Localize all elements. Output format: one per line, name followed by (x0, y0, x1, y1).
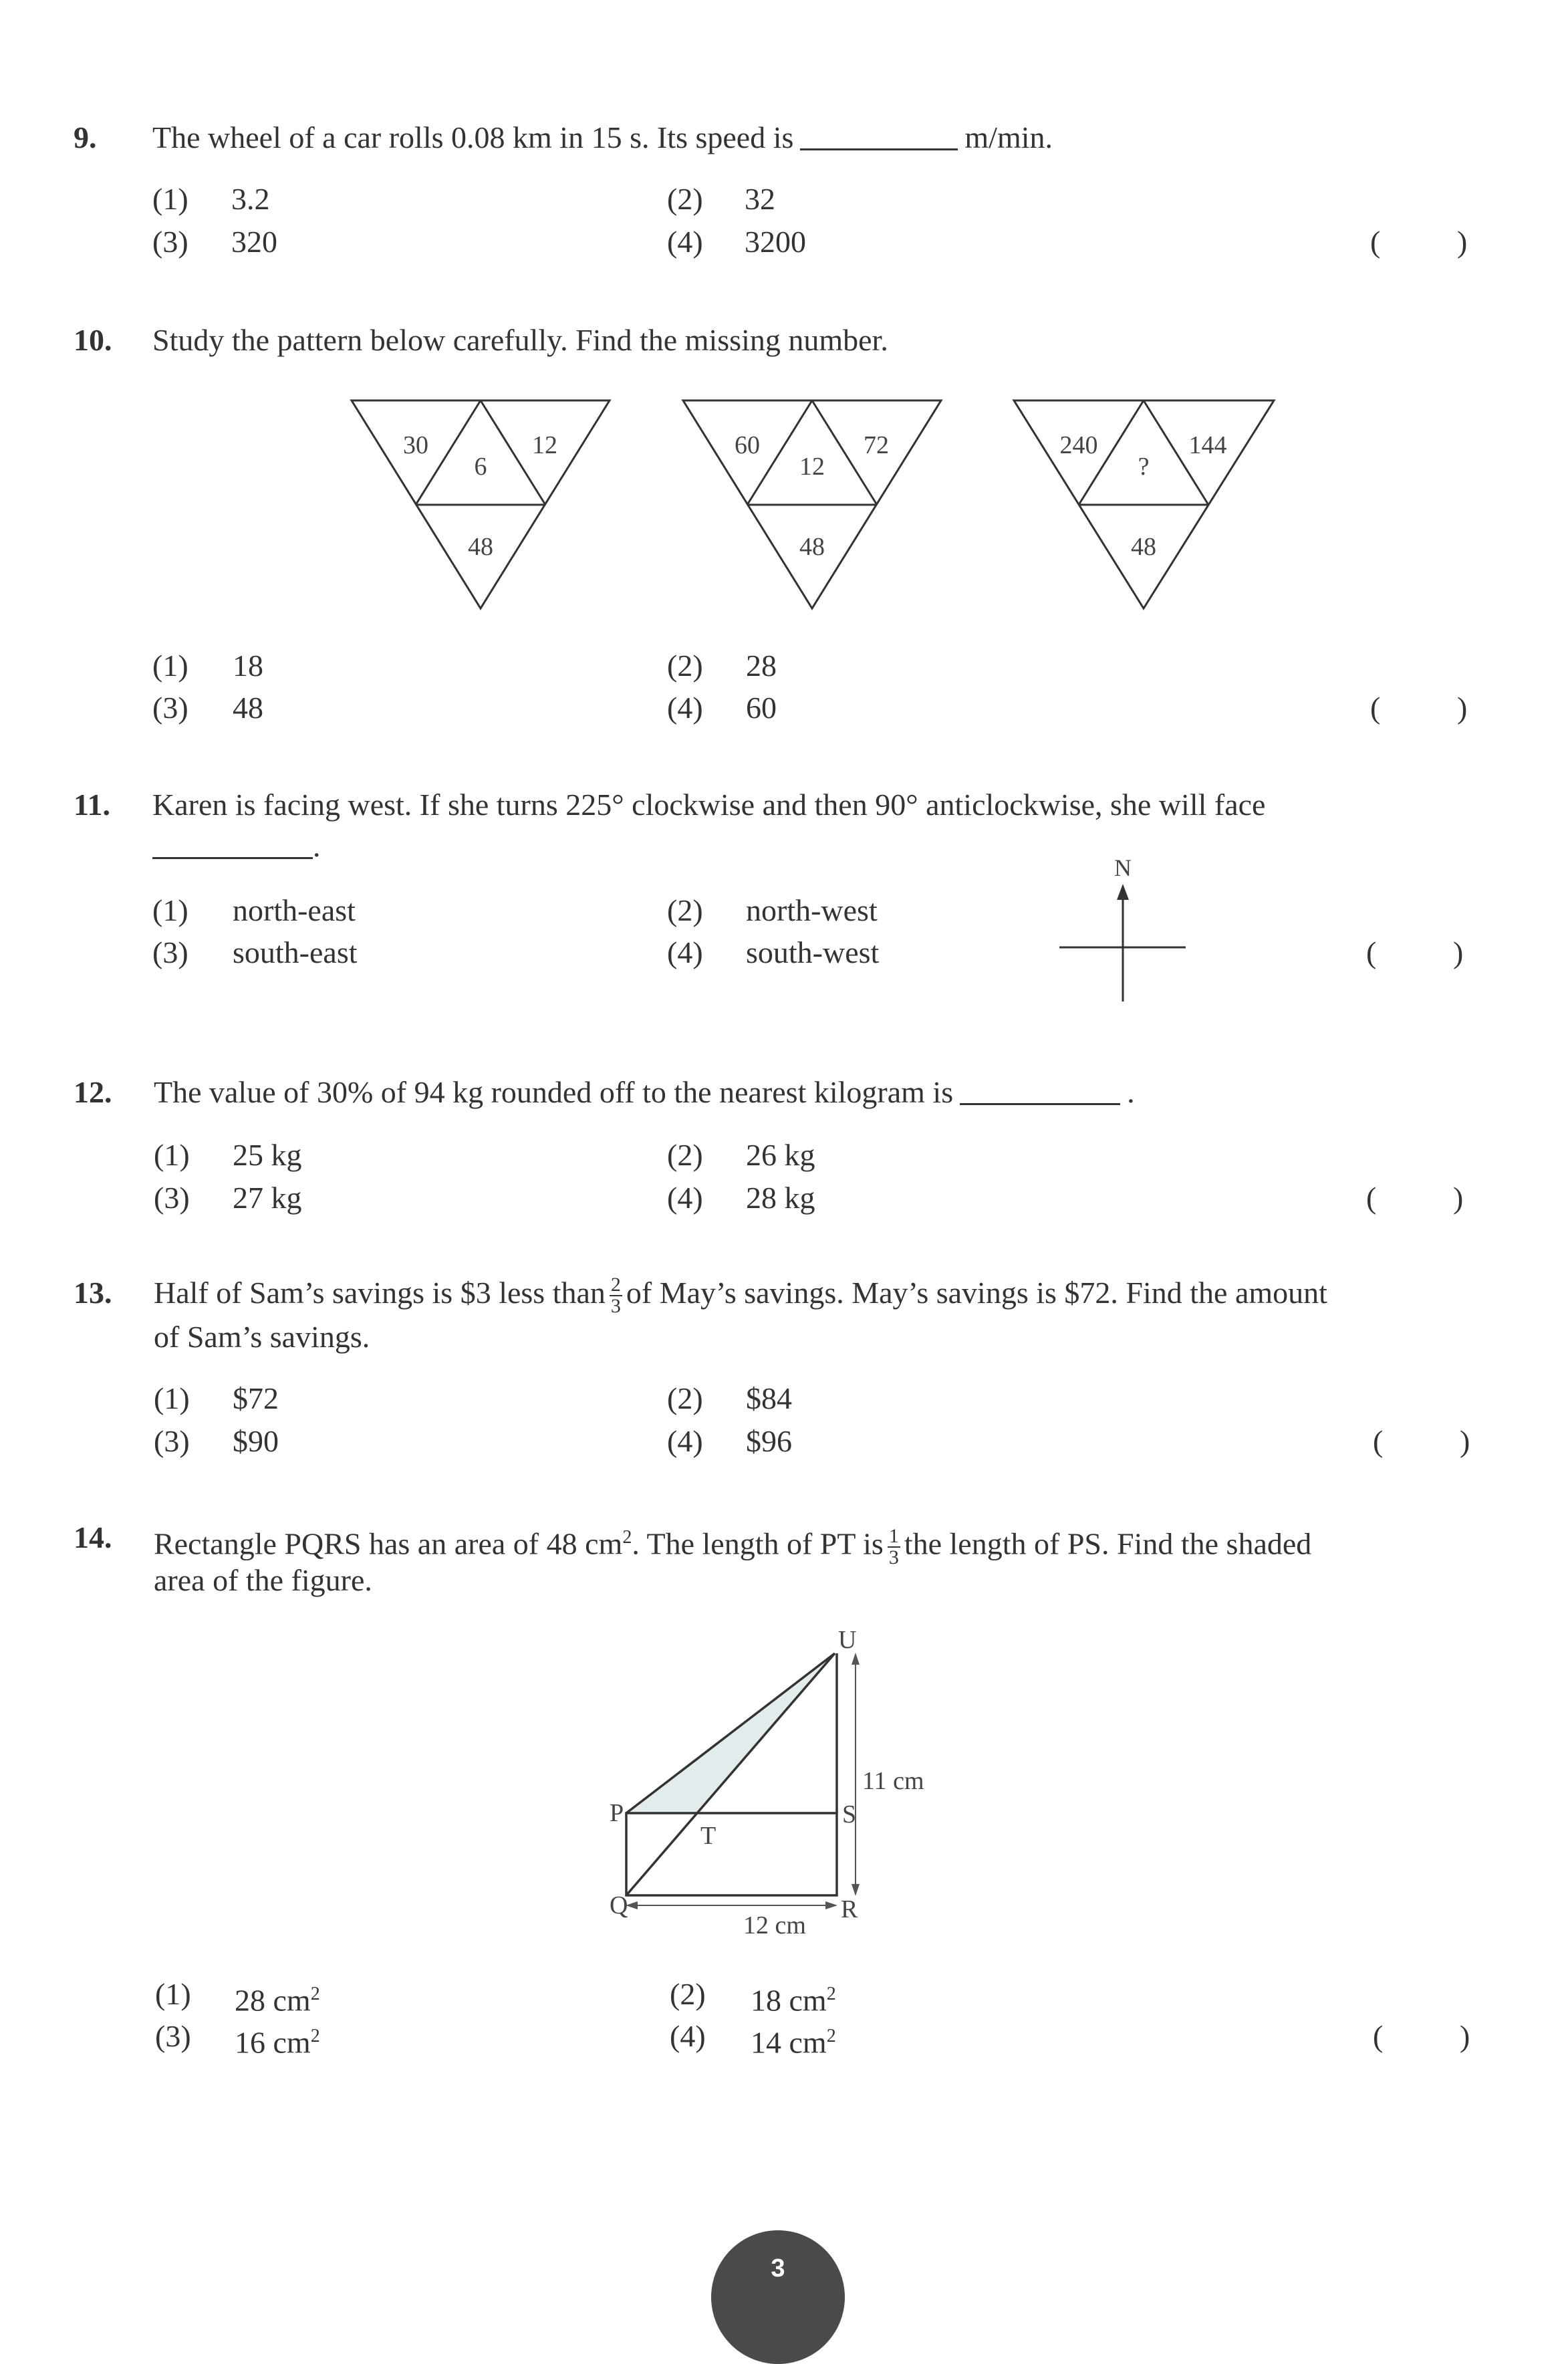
option-value: 3200 (745, 225, 806, 259)
question-number: 13. (74, 1276, 112, 1310)
option-value-text: 14 cm (751, 2025, 827, 2060)
option-label: (4) (670, 2019, 706, 2053)
triangle-1 (352, 400, 610, 608)
option-label: (3) (154, 1181, 190, 1215)
answer-bracket-close[interactable]: ) (1460, 1424, 1470, 1458)
tri2-left: 60 (735, 431, 760, 459)
option-value: 28 kg (746, 1181, 815, 1215)
option-value: north-east (233, 893, 356, 927)
option-label: (2) (667, 1381, 703, 1415)
tri2-center: 12 (799, 453, 825, 481)
question-number: 9. (74, 120, 97, 154)
rectangle-figure (626, 1653, 860, 1909)
option-label: (1) (152, 648, 188, 683)
answer-bracket-open[interactable]: ( (1373, 2019, 1384, 2053)
answer-bracket-close[interactable]: ) (1460, 2019, 1470, 2053)
fraction (888, 1526, 900, 1568)
compass-north-label: N (1114, 854, 1132, 881)
width-label: 12 cm (743, 1911, 806, 1939)
question-text-part: Half of Sam’s savings is $3 less than (154, 1276, 606, 1310)
option-value: south-east (233, 935, 358, 969)
option-label: (3) (152, 691, 188, 725)
fraction-numerator: 2 (610, 1274, 621, 1296)
option-value: north-west (746, 893, 878, 927)
question-text-line2: of Sam’s savings. (154, 1320, 370, 1354)
question-text-part: The value of 30% of 94 kg rounded off to the nearest kilogram is (154, 1075, 954, 1109)
question-text-line2: area of the figure. (154, 1563, 372, 1597)
question-text-part: the length of PS. Find the shaded (904, 1526, 1312, 1561)
triangle-2 (683, 400, 941, 608)
tri1-center: 6 (474, 453, 487, 481)
tri2-right: 72 (864, 431, 889, 459)
option-label: (4) (667, 691, 703, 725)
option-value: $84 (746, 1381, 792, 1415)
answer-bracket-close[interactable]: ) (1453, 1181, 1464, 1215)
answer-bracket-open[interactable]: ( (1373, 1424, 1384, 1458)
option-label: (3) (152, 225, 188, 259)
fraction (610, 1275, 622, 1316)
option-value: 320 (231, 225, 277, 259)
option-label: (1) (155, 1977, 191, 2011)
option-value: $72 (233, 1381, 279, 1415)
tri3-center: ? (1138, 453, 1150, 481)
option-value: 18 (233, 648, 263, 683)
fraction-denominator: 3 (888, 1546, 899, 1568)
tri1-left: 30 (403, 431, 428, 459)
tri3-left: 240 (1059, 431, 1098, 459)
question-text-part: Rectangle PQRS has an area of 48 cm (154, 1526, 623, 1561)
option-label: (1) (152, 182, 188, 216)
question-text: Rectangle PQRS has an area of 48 $cm^2$. The length of PT is $\frac{1}{3}$ the length of PS. Find the shaded (154, 1524, 1312, 1568)
superscript: 2 (310, 1984, 320, 2004)
answer-bracket-close[interactable]: ) (1453, 935, 1464, 969)
height-label: 11 cm (862, 1767, 924, 1795)
question-text: Karen is facing west. If she turns 225° clockwise and then 90° anticlockwise, she will face (152, 788, 1266, 822)
option-label: (1) (152, 893, 188, 927)
answer-bracket-open[interactable]: ( (1370, 691, 1381, 725)
answer-blank (960, 1103, 1120, 1105)
question-number: 14. (74, 1520, 112, 1554)
option-value: $90 (233, 1424, 279, 1458)
option-value: 60 (746, 691, 777, 725)
question-number: 11. (74, 788, 110, 822)
superscript: 2 (826, 2026, 836, 2046)
option-label: (2) (667, 1138, 703, 1172)
tri3-right: 144 (1188, 431, 1227, 459)
option-label: (2) (667, 893, 703, 927)
question-text-part: m/min. (964, 120, 1053, 154)
answer-bracket-open[interactable]: ( (1366, 1181, 1377, 1215)
option-label: (3) (152, 935, 188, 969)
answer-bracket-close[interactable]: ) (1457, 225, 1468, 259)
option-value-text: 16 cm (235, 2025, 311, 2060)
option-label: (4) (667, 1181, 703, 1215)
option-label: (2) (667, 182, 703, 216)
option-value (751, 1976, 836, 2019)
compass-icon (1059, 884, 1186, 1001)
question-text: Study the pattern below carefully. Find the missing number. (152, 323, 888, 357)
question-text (152, 119, 1053, 156)
option-value: $96 (746, 1424, 792, 1458)
question-text (154, 1274, 1327, 1316)
point-t-label: T (700, 1822, 716, 1850)
option-label: (4) (667, 935, 703, 969)
option-value: 3.2 (231, 182, 270, 216)
option-label: (4) (667, 225, 703, 259)
option-value: 26 kg (746, 1138, 815, 1172)
answer-blank (800, 148, 958, 150)
answer-bracket-open[interactable]: ( (1370, 225, 1381, 259)
page-number-badge (711, 2230, 845, 2364)
question-text-part: of May’s savings. May’s savings is $72. Find the amount (626, 1276, 1327, 1310)
superscript: 2 (826, 1984, 836, 2004)
option-value: 32 (745, 182, 775, 216)
option-value: 25 kg (233, 1138, 302, 1172)
answer-blank: . (152, 828, 321, 865)
point-q-label: Q (610, 1891, 628, 1919)
option-value: south-west (746, 935, 880, 969)
option-label: (2) (670, 1977, 706, 2011)
option-label: (3) (155, 2019, 191, 2053)
question-text-part: The wheel of a car rolls 0.08 km in 15 s. Its speed is (152, 120, 794, 154)
point-r-label: R (841, 1895, 858, 1923)
point-s-label: S (842, 1800, 857, 1828)
option-value (751, 2018, 836, 2061)
question-number: 12. (74, 1075, 112, 1109)
triangle-3 (1014, 400, 1274, 608)
option-label: (4) (667, 1424, 703, 1458)
question-text: The value of 30% of 94 kg rounded off to the nearest kilogram is . (154, 1075, 1135, 1109)
option-label: (3) (154, 1424, 190, 1458)
tri3-bottom: 48 (1131, 533, 1156, 561)
point-u-label: U (838, 1626, 857, 1654)
option-value: 27 kg (233, 1181, 302, 1215)
option-label: (2) (667, 648, 703, 683)
point-p-label: P (610, 1799, 624, 1827)
option-label: (1) (154, 1138, 190, 1172)
tri1-bottom: 48 (468, 533, 493, 561)
option-value (235, 2018, 320, 2061)
answer-bracket-open[interactable]: ( (1366, 935, 1377, 969)
option-value-text: 28 cm (235, 1983, 311, 2018)
option-value-text: 18 cm (751, 1983, 827, 2018)
page-number: 3 (771, 2254, 785, 2282)
fraction-denominator: 3 (610, 1295, 621, 1318)
tri2-bottom: 48 (799, 533, 825, 561)
option-label: (1) (154, 1381, 190, 1415)
question-number: 10. (74, 323, 112, 357)
option-value (235, 1976, 320, 2019)
option-value: 28 (746, 648, 777, 683)
tri1-right: 12 (532, 431, 557, 459)
option-value: 48 (233, 691, 263, 725)
question-text-part: . The length of PT is (632, 1526, 884, 1561)
fraction-numerator: 1 (888, 1524, 899, 1547)
answer-bracket-close[interactable]: ) (1457, 691, 1468, 725)
superscript: 2 (310, 2026, 320, 2046)
